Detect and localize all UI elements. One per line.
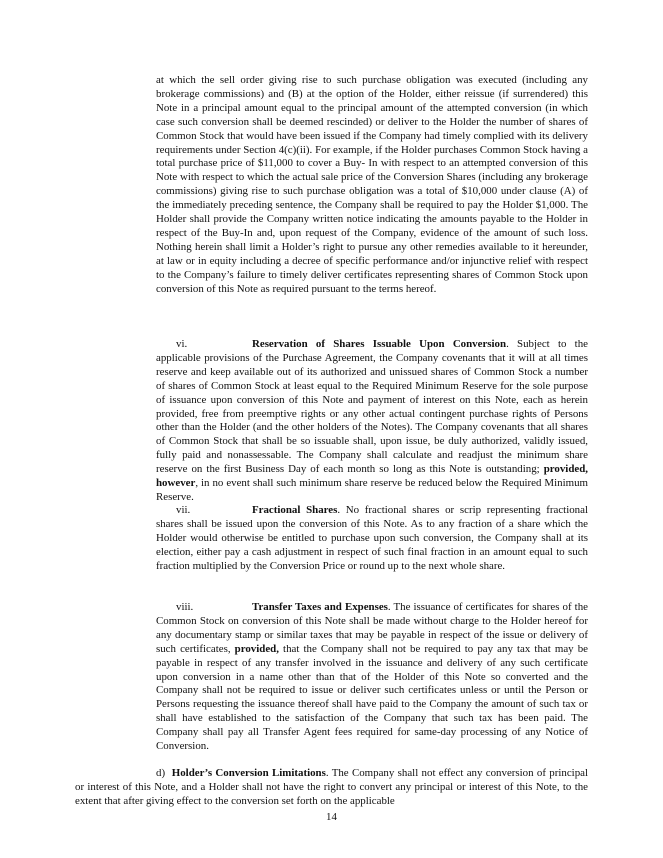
section-viii-number: viii. xyxy=(176,601,194,613)
section-d-body: . The Company shall not effect any conversion of principal or interest of this Note, and a Holder shall not have the right to convert any principal or interest of this Note, to the extent that after giving effect to the conversion set forth on the applicable xyxy=(75,767,588,807)
page-number: 14 xyxy=(326,811,337,823)
section-vii-body: . No fractional shares or scrip representing fractional shares shall be issued upon the conversion of this Note. As to any fraction of a share which the Holder would otherwise be entitled to purchase upon such conversion, the Company shall at its election, either pay a cash adjustment in respect of such final fraction in an amount equal to such fraction multiplied by the Conversion Price or round up to the next whole share. xyxy=(156,504,588,572)
section-viii-heading: Transfer Taxes and Expenses xyxy=(252,601,388,613)
section-vi-body-2: , in no event shall such minimum share reserve be reduced below the Required Minimum Reserve. xyxy=(156,477,588,503)
section-viii-body-2: that the Company shall not be required to pay any tax that may be payable in respect of any transfer involved in the issuance and delivery of any such certificate upon conversion in a name other than that of the Holder of this Note so converted and the Company shall not be required to issue or deliver such certificates unless or until the Person or Persons requesting the issuance thereof shall have paid to the Company the amount of such tax or shall have established to the satisfaction of the Company that such tax has been paid. The Company shall pay all Transfer Agent fees required for same-day processing of any Notice of Conversion. xyxy=(156,642,588,753)
section-vi-number: vi. xyxy=(176,338,188,350)
section-d-number: d) xyxy=(156,767,166,779)
continuation-paragraph: at which the sell order giving rise to such purchase obligation was executed (including any brokerage commissions) and (B) at the option of the Holder, either reissue (if surrendered) this Note in a principal amount equal to the principal amount of the attempted conversion (in which case such conversion shall be deemed rescinded) or deliver to the Holder the number of shares of Common Stock that would have been issued if the Company had timely complied with its delivery requirements under Section 4(c)(ii). For example, if the Holder purchases Common Stock having a total purchase price of $11,000 to cover a Buy- In with respect to an attempted conversion of this Note with respect to which the actual sale price of the Conversion Shares (including any brokerage commissions) giving rise to such purchase obligation was a total of $10,000 under clause (A) of the immediately preceding sentence, the Company shall be required to pay the Holder $1,000. The Holder shall provide the Company written notice indicating the amounts payable to the Holder in respect of the Buy-In and, upon request of the Company, evidence of the amount of such loss. Nothing herein shall limit a Holder’s right to pursue any other remedies available to it hereunder, at law or in equity including a decree of specific performance and/or injunctive relief with respect to the Company’s failure to timely deliver certificates representing shares of Common Stock upon conversion of this Note as required pursuant to the terms hereof. xyxy=(156,74,588,295)
section-d-paragraph xyxy=(75,767,588,809)
section-vi-paragraph xyxy=(156,338,588,505)
section-vi-body-1: . Subject to the applicable provisions of the Purchase Agreement, the Company covenants that it will at all times reserve and keep available out of its authorized and unissued shares of Common Stock a number of shares of Common Stock at least equal to the Required Minimum Reserve for the sole purpose of issuance upon conversion of this Note and payment of interest on this Note, each as herein provided, free from preemptive rights or any other actual contingent purchase rights of Persons other than the Holder (and the other holders of the Notes). The Company covenants that all shares of Common Stock that shall be so issuable shall, upon issue, be duly authorized, validly issued, fully paid and nonassessable. The Company shall calculate and readjust the minimum share reserve on the first Business Day of each month so long as this Note is outstanding; xyxy=(156,338,588,476)
section-vii-paragraph xyxy=(156,504,588,574)
section-viii-body-1: . The issuance of certificates for shares of the Common Stock on conversion of this Note shall be made without charge to the Holder hereof for any documentary stamp or similar taxes that may be payable in respect of the issue or delivery of such certificates, xyxy=(156,601,588,655)
section-vii-number: vii. xyxy=(176,504,191,516)
section-viii-emphasis: provided, xyxy=(234,642,279,655)
section-d-heading: Holder’s Conversion Limitations xyxy=(171,767,326,779)
section-vi-emphasis: provided, however xyxy=(156,463,588,490)
section-vii-heading: Fractional Shares xyxy=(252,504,338,516)
section-viii-paragraph xyxy=(156,601,588,754)
section-vi-heading: Reservation of Shares Issuable Upon Conversion xyxy=(252,338,507,350)
